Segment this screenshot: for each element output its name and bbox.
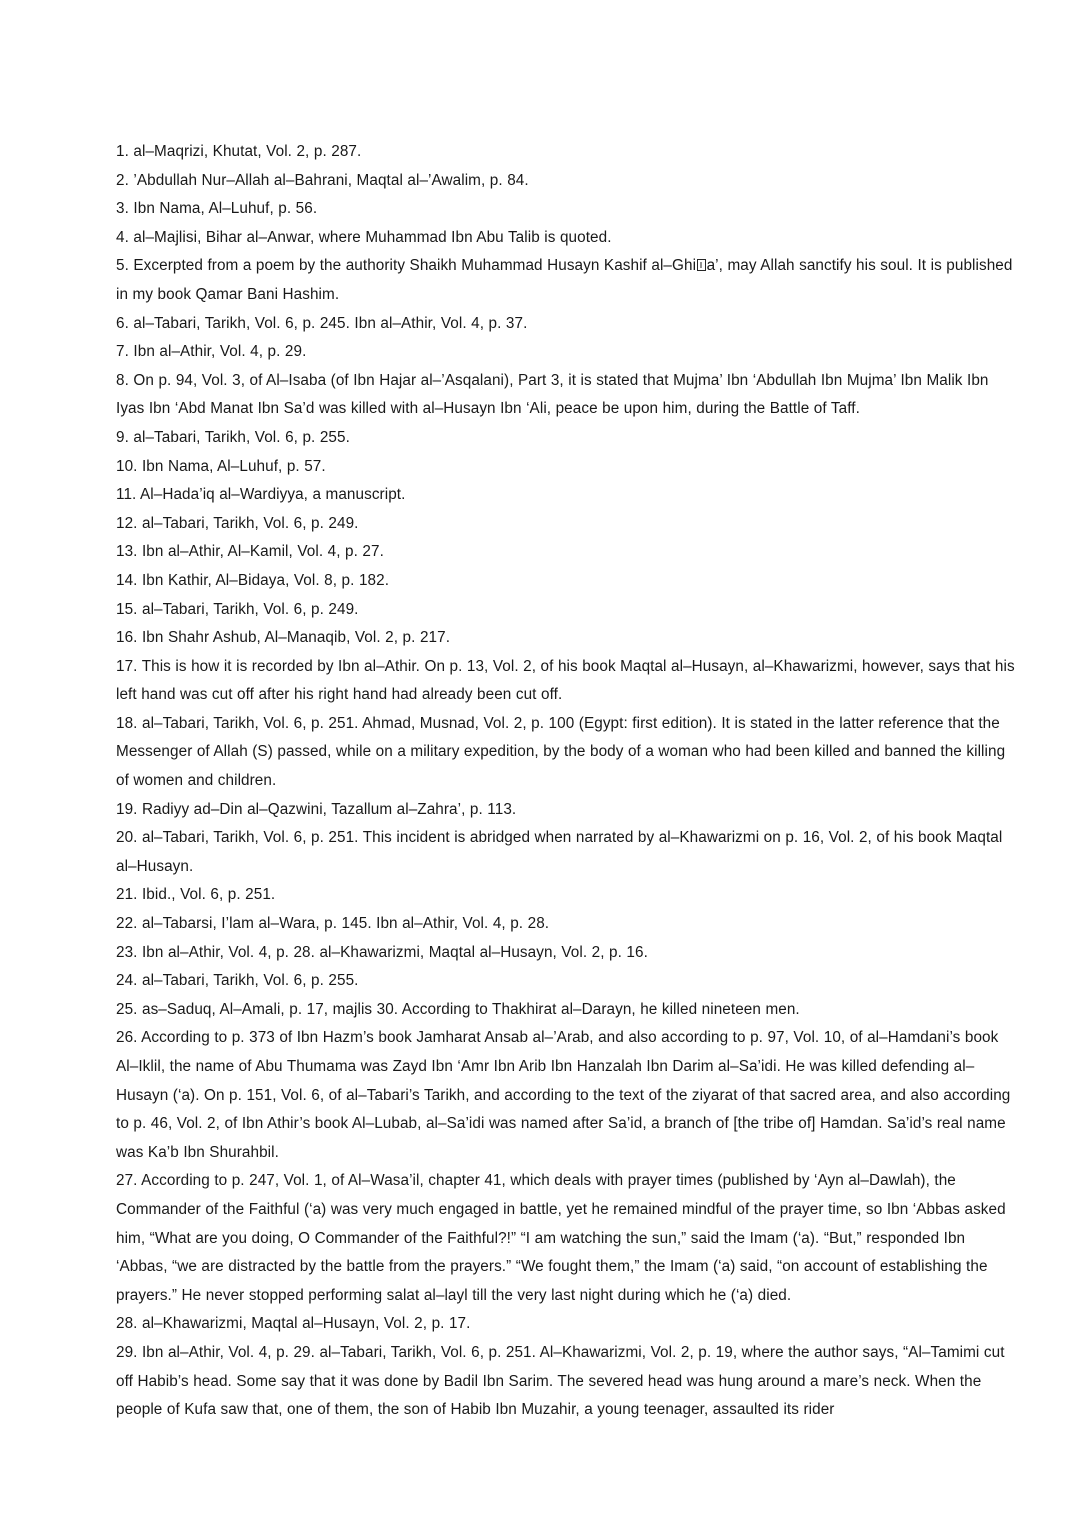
endnote-number: 4. (116, 228, 129, 246)
endnote-text: On p. 94, Vol. 3, of Al–Isaba (of Ibn Hajar al–’Asqalani), Part 3, it is stated that Mujma’ Ibn ‘Abdullah Ibn Mujma’ Ibn Malik Ibn Iyas Ibn ‘Abd Manat Ibn Sa’d was killed with al–Husayn Ibn ‘Ali, peace be upon him, during the Battle of Taff. (116, 371, 989, 418)
endnote-item (116, 824, 1016, 881)
missing-glyph-icon (697, 259, 706, 271)
endnote-number: 14. (116, 571, 138, 589)
endnote-text: Ibn Nama, Al–Luhuf, p. 57. (141, 457, 326, 475)
endnote-text: Ibn al–Athir, Al–Kamil, Vol. 4, p. 27. (141, 543, 384, 561)
endnote-item (116, 596, 1016, 625)
endnote-number: 13. (116, 543, 138, 561)
endnote-text: al–Tabari, Tarikh, Vol. 6, p. 251. This incident is abridged when narrated by al–Khawarizmi on p. 16, Vol. 2, of his book Maqtal al–Husayn. (116, 829, 1003, 875)
endnote-number: 8. (116, 371, 129, 389)
endnote-item (116, 967, 1016, 996)
endnote-text: This is how it is recorded by Ibn al–Athir. On p. 13, Vol. 2, of his book Maqtal al–Husayn, al–Khawarizmi, however, says that his left hand was cut off after his right hand had already been cut off. (116, 657, 1015, 704)
endnote-item (116, 939, 1016, 968)
endnote-item (116, 996, 1016, 1025)
endnote-text: al–Tabari, Tarikh, Vol. 6, p. 251. Ahmad, Musnad, Vol. 2, p. 100 (Egypt: first edition). It is stated in the latter reference that the Messenger of Allah (S) passed, while on a military expedition, by the body of a woman who had been killed and banned the killing of women and children. (116, 714, 1006, 790)
endnote-text: al–Majlisi, Bihar al–Anwar, where Muhammad Ibn Abu Talib is quoted. (133, 228, 612, 246)
endnote-item (116, 338, 1016, 367)
endnote-item (116, 881, 1016, 910)
endnote-number: 23. (116, 943, 138, 961)
endnote-text-continued: a’, may Allah sanctify his soul. It is published in my book Qamar Bani Hashim. (116, 257, 1013, 303)
endnote-text: as–Saduq, Al–Amali, p. 17, majlis 30. According to Thakhirat al–Darayn, he killed nineteen men. (141, 1000, 800, 1018)
endnote-number: 20. (116, 829, 138, 847)
endnote-text: al–Tabari, Tarikh, Vol. 6, p. 255. (133, 428, 350, 446)
endnote-item (116, 624, 1016, 653)
endnote-number: 27. (116, 1172, 138, 1190)
endnote-item (116, 1310, 1016, 1339)
endnote-item (116, 195, 1016, 224)
endnote-text: Ibn al–Athir, Vol. 4, p. 29. (133, 343, 307, 361)
endnote-text: al–Tabari, Tarikh, Vol. 6, p. 255. (141, 972, 359, 990)
endnote-number: 29. (116, 1343, 138, 1361)
endnote-item (116, 252, 1016, 309)
endnote-number: 17. (116, 657, 138, 675)
endnote-item (116, 310, 1016, 339)
endnote-number: 3. (116, 200, 129, 218)
endnote-number: 25. (116, 1000, 138, 1018)
endnote-item (116, 1167, 1016, 1310)
endnote-number: 16. (116, 629, 138, 647)
endnote-item (116, 910, 1016, 939)
endnote-number: 21. (116, 886, 138, 904)
endnote-text: al–Khawarizmi, Maqtal al–Husayn, Vol. 2, p. 17. (141, 1315, 471, 1333)
endnote-number: 18. (116, 714, 138, 732)
endnote-number: 28. (116, 1315, 138, 1333)
endnote-item (116, 1339, 1016, 1425)
endnote-number: 19. (116, 800, 138, 818)
endnote-item (116, 424, 1016, 453)
endnote-text: Ibn Kathir, Al–Bidaya, Vol. 8, p. 182. (141, 571, 390, 589)
endnote-item (116, 510, 1016, 539)
endnote-text: According to p. 373 of Ibn Hazm’s book Jamharat Ansab al–’Arab, and also according to p. 97, Vol. 10, of al–Hamdani’s book Al–Iklil, the name of Abu Thumama was Zayd Ibn ‘Amr Ibn Arib Ibn Hanzalah Ibn Darim al–Sa’idi. He was killed defending al–Husayn (‘a). On p. 151, Vol. 6, of al–Tabari’s Tarikh, and according to the text of the ziyarat of that sacred area, and also according to p. 46, Vol. 2, of Ibn Athir’s book Al–Lubab, al–Sa’idi was named after Sa’id, a branch of [the tribe of] Hamdan. Sa’id’s real name was Ka’b Ibn Shurahbil. (116, 1029, 1011, 1161)
endnote-number: 12. (116, 514, 138, 532)
endnote-text: Ibn al–Athir, Vol. 4, p. 28. al–Khawarizmi, Maqtal al–Husayn, Vol. 2, p. 16. (141, 943, 648, 961)
endnote-number: 9. (116, 428, 129, 446)
endnote-text: Ibn Nama, Al–Luhuf, p. 56. (133, 200, 318, 218)
endnote-text: al–Tabari, Tarikh, Vol. 6, p. 249. (141, 600, 359, 618)
endnote-item (116, 567, 1016, 596)
endnote-text: al–Tabari, Tarikh, Vol. 6, p. 249. (141, 514, 359, 532)
endnote-item (116, 538, 1016, 567)
endnote-number: 10. (116, 457, 138, 475)
endnote-item (116, 138, 1016, 167)
endnote-text: Al–Hada’iq al–Wardiyya, a manuscript. (140, 486, 406, 504)
endnote-text: According to p. 247, Vol. 1, of Al–Wasa’il, chapter 41, which deals with prayer times (published by ‘Ayn al–Dawlah), the Commander of the Faithful (‘a) was very much engaged in battle, yet he remained mindful of the prayer time, so Ibn ‘Abbas asked him, “What are you doing, O Commander of the Faithful?!” “I am watching the sun,” said the Imam (‘a). “But,” responded Ibn ‘Abbas, “we are distracted by the battle from the prayers.” “We fought them,” the Imam (‘a) said, “on account of establishing the prayers.” He never stopped performing salat al–layl till the very last night during which he (‘a) died. (116, 1172, 1006, 1304)
endnote-text: al–Tabari, Tarikh, Vol. 6, p. 245. Ibn al–Athir, Vol. 4, p. 37. (133, 314, 528, 332)
endnote-number: 22. (116, 915, 138, 933)
endnote-item (116, 796, 1016, 825)
endnote-number: 2. (116, 171, 129, 189)
endnote-number: 11. (116, 486, 137, 504)
endnote-item (116, 481, 1016, 510)
endnote-text: Excerpted from a poem by the authority Shaikh Muhammad Husayn Kashif al–Ghi (133, 257, 697, 275)
endnote-text: Radiyy ad–Din al–Qazwini, Tazallum al–Zahra’, p. 113. (141, 800, 517, 818)
endnote-number: 6. (116, 314, 129, 332)
endnote-text: al–Maqrizi, Khutat, Vol. 2, p. 287. (133, 143, 362, 160)
endnote-item (116, 653, 1016, 710)
endnote-item (116, 167, 1016, 196)
endnote-number: 5. (116, 257, 129, 275)
endnote-number: 26. (116, 1029, 138, 1047)
endnote-item (116, 710, 1016, 796)
endnote-number: 15. (116, 600, 138, 618)
endnote-item (116, 453, 1016, 482)
endnote-text: ’Abdullah Nur–Allah al–Bahrani, Maqtal al–’Awalim, p. 84. (133, 171, 529, 189)
endnotes-list (116, 138, 1016, 1425)
endnote-number: 1. (116, 143, 129, 160)
endnote-number: 7. (116, 343, 129, 361)
endnote-text: Ibn Shahr Ashub, Al–Manaqib, Vol. 2, p. 217. (141, 629, 451, 647)
endnote-item (116, 1024, 1016, 1167)
endnote-item (116, 367, 1016, 424)
endnote-text: Ibid., Vol. 6, p. 251. (141, 886, 276, 904)
endnote-item (116, 224, 1016, 253)
endnote-text: al–Tabarsi, I’lam al–Wara, p. 145. Ibn al–Athir, Vol. 4, p. 28. (141, 915, 550, 933)
endnote-text: Ibn al–Athir, Vol. 4, p. 29. al–Tabari, Tarikh, Vol. 6, p. 251. Al–Khawarizmi, Vol. 2, p. 19, where the author says, “Al–Tamimi cut off Habib’s head. Some say that it was done by Badil Ibn Sarim. The severed head was hung around a mare’s neck. When the people of Kufa saw that, one of them, the son of Habib Ibn Muzahir, a young teenager, assaulted its rider (116, 1343, 1005, 1419)
endnote-number: 24. (116, 972, 138, 990)
